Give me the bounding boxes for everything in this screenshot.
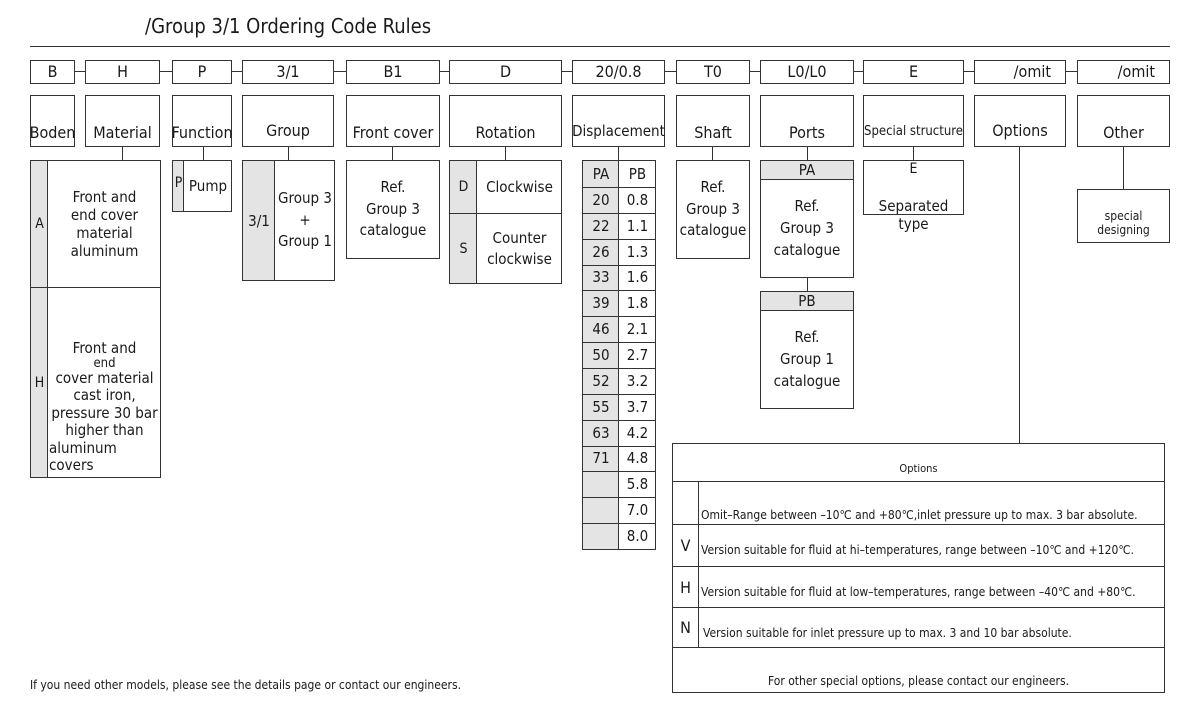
displacement-cell-pb: 8.0	[626, 527, 649, 546]
displacement-cell-pb: 3.2	[626, 371, 649, 390]
displacement-cell-pa: 20	[592, 190, 610, 209]
displacement-cell-pa	[583, 497, 619, 523]
options-footer: For other special options, please contact our engineers.	[767, 674, 1070, 688]
displacement-cell-pa	[583, 471, 619, 497]
code-box-other: /omit	[1077, 60, 1170, 84]
ports-pa-header: PA	[761, 161, 853, 180]
category-function: Function	[172, 95, 232, 147]
page-title: /Group 3/1 Ordering Code Rules	[145, 14, 432, 38]
options-row-v	[673, 524, 1164, 566]
rotation-s-line: Counter	[492, 229, 547, 248]
material-h-line: higher than	[65, 421, 144, 440]
displacement-cell-pa	[583, 523, 619, 549]
group-line: Group 1	[278, 232, 332, 251]
ports-pb-line: Group 1	[780, 350, 834, 369]
code-box-front-cover: B1	[346, 60, 440, 84]
rotation-desc-d: Clockwise	[486, 178, 553, 196]
special-structure-label: Separated type	[878, 197, 949, 233]
displacement-cell-pa: 50	[592, 346, 610, 365]
displacement-cell-pb: 5.8	[626, 475, 649, 494]
ports-pa-table	[760, 160, 854, 278]
function-label: Pump	[188, 177, 228, 195]
rotation-s-line: clockwise	[487, 249, 552, 268]
material-h-line: cover material	[55, 368, 154, 387]
material-h-line: pressure 30 bar	[51, 403, 158, 422]
category-rotation: Rotation	[449, 95, 562, 147]
category-front-cover: Front cover	[346, 95, 440, 147]
displacement-cell-pb: 4.2	[626, 423, 649, 442]
group-table	[242, 160, 335, 281]
material-desc-h	[49, 288, 160, 477]
group-code: 3/1	[248, 211, 270, 230]
ports-pb-ref	[761, 312, 853, 408]
code-box-group: 3/1	[242, 60, 334, 84]
category-group: Group	[242, 95, 334, 147]
function-table	[172, 160, 232, 212]
other-special-designing: special designing	[1077, 189, 1170, 243]
displacement-connector	[618, 147, 619, 160]
function-connector	[203, 147, 204, 160]
ports-pb-table	[760, 291, 854, 409]
material-code-a: A	[35, 216, 44, 232]
special-connector	[913, 147, 914, 160]
category-displacement: Displacement	[572, 95, 665, 147]
code-box-special: E	[863, 60, 964, 84]
displacement-cell-pb: 4.8	[626, 449, 649, 468]
displacement-cell-pb: 2.1	[626, 320, 649, 339]
options-row-h	[673, 566, 1164, 607]
displacement-cell-pb: 7.0	[626, 501, 649, 520]
displacement-cell-pa: 71	[592, 449, 610, 468]
displacement-header-pb: PB	[628, 164, 647, 183]
displacement-cell-pa: 46	[592, 320, 610, 339]
displacement-cell-pa: 33	[592, 268, 610, 287]
material-a-line: Front and	[72, 188, 137, 206]
options-table	[672, 443, 1165, 693]
front-cover-line: Group 3	[366, 199, 420, 218]
rotation-connector	[505, 147, 506, 160]
ports-pb-line: Ref.	[794, 328, 820, 347]
category-ports: Ports	[760, 95, 854, 147]
code-box-displacement: 20/0.8	[572, 60, 665, 84]
shaft-line: catalogue	[679, 221, 747, 240]
ports-pa-line: catalogue	[773, 240, 841, 259]
material-code-h: H	[34, 374, 45, 391]
displacement-cell-pa: 26	[592, 242, 610, 261]
category-shaft: Shaft	[676, 95, 750, 147]
options-footer-row	[673, 647, 1164, 692]
code-box-b: B	[30, 60, 75, 84]
displacement-cell-pb: 1.3	[626, 242, 649, 261]
ports-connector	[807, 147, 808, 160]
group-line: +	[299, 210, 311, 229]
displacement-cell-pa: 63	[592, 423, 610, 442]
code-box-p: P	[172, 60, 232, 84]
material-a-line: end cover	[70, 206, 139, 224]
shaft-line: Ref.	[700, 177, 726, 196]
special-structure-table	[863, 160, 964, 233]
options-code-h: H	[673, 567, 699, 607]
code-box-rotation: D	[449, 60, 562, 84]
options-code-v: V	[673, 525, 699, 566]
displacement-cell-pa: 39	[592, 294, 610, 313]
material-h-line: Front and	[72, 339, 137, 358]
options-text-v: Version suitable for fluid at hi–temperatures, range between –10℃ and +120℃.	[701, 543, 1134, 557]
code-box-shaft: T0	[676, 60, 750, 84]
category-special-structure: Special structure	[863, 95, 964, 147]
rotation-code-s: S	[459, 240, 468, 257]
material-h-line: aluminum covers	[49, 438, 117, 475]
ports-pb-line: catalogue	[773, 371, 841, 390]
code-box-ports: L0/L0	[760, 60, 854, 84]
displacement-cell-pb: 0.8	[626, 190, 649, 209]
displacement-cell-pb: 1.6	[626, 268, 649, 287]
displacement-header-pa: PA	[592, 164, 610, 183]
ports-pa-pb-connector	[807, 278, 808, 291]
displacement-cell-pa: 22	[592, 216, 610, 235]
function-code: P	[174, 175, 183, 191]
category-other: Other	[1077, 95, 1170, 147]
rotation-code-d: D	[458, 179, 469, 195]
options-text-n: Version suitable for inlet pressure up to max. 3 and 10 bar absolute.	[703, 626, 1072, 640]
displacement-table	[582, 160, 656, 550]
ports-pa-line: Group 3	[780, 219, 834, 238]
group-connector	[288, 147, 289, 160]
material-table	[30, 160, 161, 478]
code-box-options: /omit	[974, 60, 1066, 84]
category-material: Material	[85, 95, 160, 147]
rotation-table	[449, 160, 562, 284]
shaft-line: Group 3	[686, 199, 740, 218]
displacement-cell-pb: 2.7	[626, 346, 649, 365]
material-a-line: material	[76, 224, 133, 242]
material-desc-a	[49, 161, 160, 287]
footnote: If you need other models, please see the details page or contact our engineers.	[30, 678, 462, 692]
other-connector	[1123, 147, 1124, 189]
special-structure-code: E	[909, 161, 918, 177]
displacement-cell-pb: 1.8	[626, 294, 649, 313]
options-code-n: N	[673, 608, 699, 647]
code-box-h: H	[85, 60, 160, 84]
options-connector	[1019, 147, 1020, 443]
ports-pb-header: PB	[761, 292, 853, 311]
ports-pa-line: Ref.	[794, 197, 820, 216]
group-desc	[276, 161, 334, 280]
front-cover-line: catalogue	[359, 221, 427, 240]
front-cover-line: Ref.	[380, 177, 406, 196]
displacement-cell-pa: 55	[592, 397, 610, 416]
options-text-h: Version suitable for fluid at low–temperatures, range between –40℃ and +80℃.	[701, 585, 1136, 599]
category-boden: Boden	[30, 95, 75, 147]
shaft-ref	[676, 160, 750, 259]
category-options: Options	[974, 95, 1066, 147]
material-h-line: cast iron,	[73, 386, 136, 405]
options-row-omit	[673, 481, 1164, 524]
group-line: Group 3	[278, 188, 332, 207]
shaft-connector	[712, 147, 713, 160]
options-code-omit	[673, 482, 699, 524]
rotation-desc-s	[478, 214, 561, 283]
material-connector	[122, 147, 123, 160]
front-cover-connector	[392, 147, 393, 160]
title-rule	[30, 46, 1170, 47]
material-h-line: end	[93, 356, 116, 372]
options-table-title: Options	[899, 462, 938, 475]
displacement-cell-pa: 52	[592, 371, 610, 390]
displacement-cell-pb: 1.1	[626, 216, 649, 235]
options-row-n	[673, 607, 1164, 647]
front-cover-ref	[346, 160, 440, 259]
options-text-omit: Omit–Range between –10℃ and +80℃,inlet pressure up to max. 3 bar absolute.	[701, 508, 1138, 522]
material-a-line: aluminum	[70, 242, 139, 260]
ports-pa-ref	[761, 181, 853, 277]
displacement-cell-pb: 3.7	[626, 397, 649, 416]
